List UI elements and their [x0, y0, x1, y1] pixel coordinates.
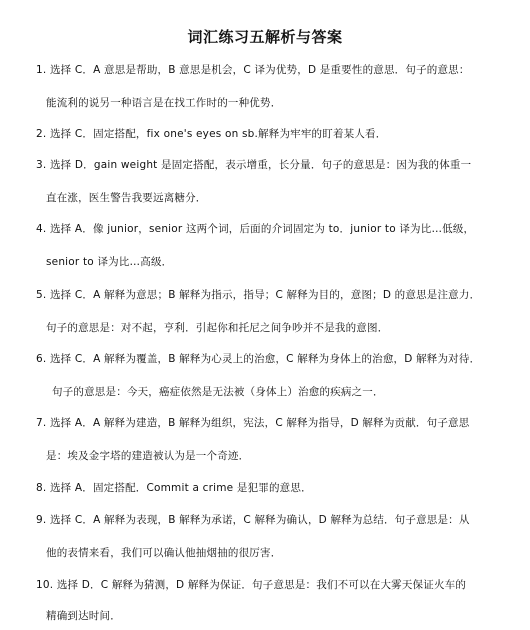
item-9-line-2: 他的表情来看，我们可以确认他抽烟抽的很厉害． [46, 547, 282, 559]
item-6-line-1: 6. 选择 C．A 解释为覆盖，B 解释为心灵上的治愈，C 解释为身体上的治愈，D 解释为对待． [36, 353, 481, 365]
item-7-line-1: 7. 选择 A．A 解释为建造，B 解释为组织，宪法，C 解释为指导，D 解释为贡献．句子意思 [36, 417, 470, 429]
item-8-line-1: 8. 选择 A．固定搭配．Commit a crime 是犯罪的意思． [36, 482, 312, 494]
item-2-line-1: 2. 选择 C．固定搭配，fix one's eyes on sb.解释为牢牢的盯着某人看． [36, 128, 387, 140]
item-1-line-1: 1. 选择 C．A 意思是帮助，B 意思是机会，C 译为优势，D 是重要性的意思．句子的意思： [36, 64, 470, 76]
item-9-line-1: 9. 选择 C．A 解释为表现，B 解释为承诺，C 解释为确认，D 解释为总结．句子意思是：从 [36, 514, 470, 526]
item-4-line-1: 4. 选择 A．像 junior，senior 这两个词，后面的介词固定为 to．junior to 译为比…低级， [36, 223, 475, 235]
item-4-line-2: senior to 译为比…高级． [46, 256, 173, 268]
item-5-line-2: 句子的意思是：对不起，亨利．引起你和托尼之间争吵并不是我的意图． [46, 322, 389, 334]
item-10-line-1: 10. 选择 D．C 解释为猜测，D 解释为保证．句子意思是：我们不可以在大雾天保证火车的 [36, 579, 467, 591]
item-7-line-2: 是：埃及金字塔的建造被认为是一个奇迹． [46, 450, 250, 462]
item-3-line-1: 3. 选择 D．gain weight 是固定搭配，表示增重，长分量．句子的意思是：因为我的体重一 [36, 159, 472, 171]
item-3-line-2: 直在涨，医生警告我要远离糖分． [46, 192, 207, 204]
item-6-line-2: 句子的意思是：今天，癌症依然是无法被（身体上）治愈的疾病之一． [52, 386, 384, 398]
item-1-line-2: 能流利的说另一种语言是在找工作时的一种优势． [46, 97, 282, 109]
item-10-line-2: 精确到达时间． [46, 610, 121, 622]
item-5-line-1: 5. 选择 C．A 解释为意思；B 解释为指示，指导；C 解释为目的，意图；D 的意思是注意力． [36, 289, 481, 301]
document-title: 词汇练习五解析与答案 [187, 28, 343, 46]
